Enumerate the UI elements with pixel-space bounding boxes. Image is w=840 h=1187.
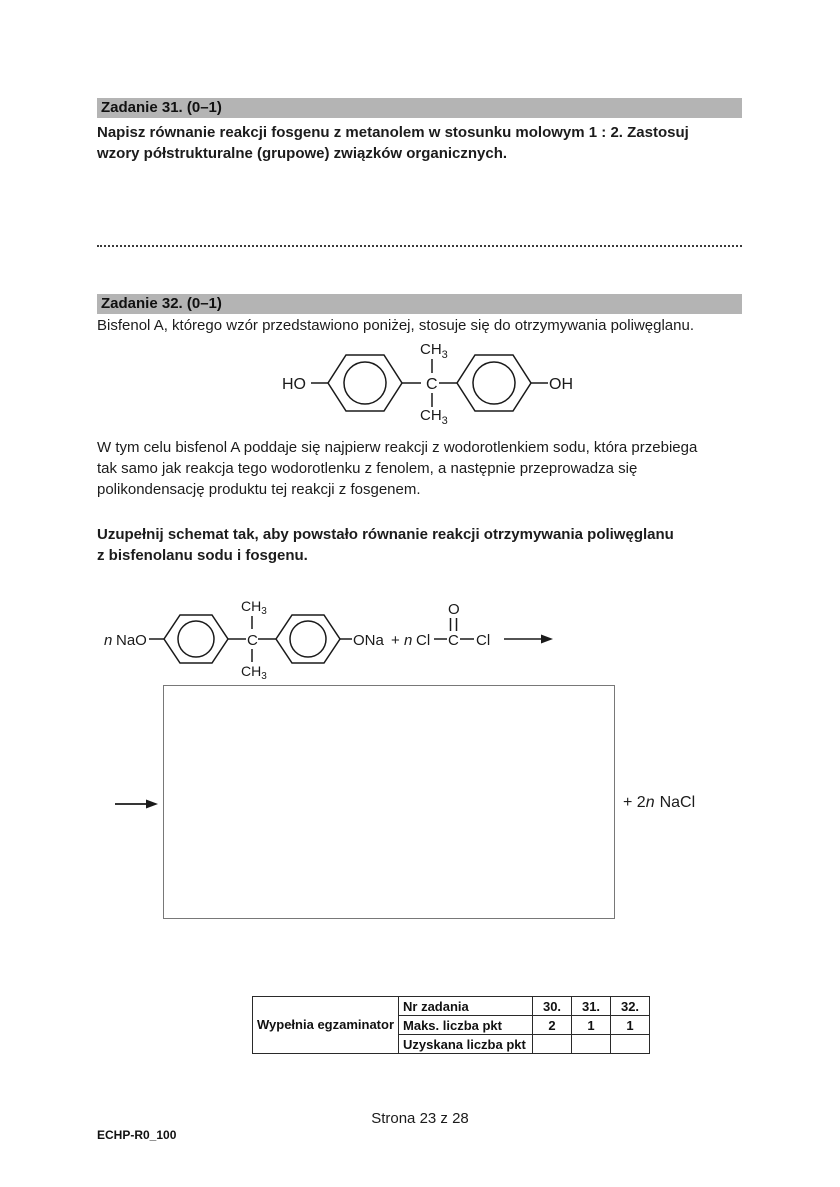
nacl-prefix: + 2 [623,794,646,811]
answer-dotted-line[interactable] [97,235,742,247]
coefficient-n-right: n [404,632,413,649]
task32-instruction-line2: z bisfenolanu sodu i fosgenu. [97,547,308,564]
examiner-table-left-header: Wypełnia egzaminator [253,997,399,1054]
row-label-maks-pkt: Maks. liczba pkt [399,1016,533,1035]
methyl-bottom-label: $CH_3$ [241,663,267,682]
arrow-into-box-icon [114,797,158,811]
row-label-uzyskana-pkt: Uzyskana liczba pkt [399,1035,533,1054]
task31-header-bar [97,98,742,118]
phosgene-oxygen-label: O [448,601,460,618]
task31-header-label: Zadanie 31. (0–1) [101,99,222,116]
reaction-scheme [100,596,560,684]
task32-header-bar [97,294,742,314]
phosgene-carbon-label: C [448,632,459,649]
nacl-formula: NaCl [659,794,696,811]
nacl-product-label [623,794,695,812]
benzene-ring-left [328,355,402,411]
task31-text [97,122,745,164]
methyl-bottom-label: $CH_3$ [420,407,448,426]
task32-body-line3: polikondensację produktu tej reakcji z fosgenem. [97,481,421,498]
bisphenol-a-structure [280,340,576,426]
task32-instruction [97,524,745,566]
task32-body-line2: tak samo jak reakcja tego wodorotlenku z fenolem, a następnie przeprowadza się [97,460,638,477]
task32-instruction-line1: Uzupełnij schemat tak, aby powstało równanie reakcji otrzymywania poliwęglanu [97,526,674,543]
earned-points-cell[interactable] [611,1035,650,1054]
task32-body [97,437,745,500]
sodium-oxide-right-label: ONa [353,632,384,649]
row-label-nr-zadania: Nr zadania [399,997,533,1016]
hydroxyl-right-label: OH [549,376,573,393]
task31-text-line2: wzory półstrukturalne (grupowe) związków organicznych. [97,145,508,162]
task32-header-label: Zadanie 32. (0–1) [101,295,222,312]
max-points-cell: 2 [533,1016,572,1035]
form-code: ECHP-R0_100 [97,1128,177,1142]
coefficient-n-left: n [104,632,113,649]
nacl-coefficient-n: n [645,794,655,811]
earned-points-cell[interactable] [572,1035,611,1054]
hydroxyl-left-label: HO [282,376,306,393]
earned-points-cell[interactable] [533,1035,572,1054]
chlorine-left-label: Cl [416,632,431,649]
chlorine-right-label: Cl [476,632,491,649]
central-carbon-label: C [426,376,438,393]
benzene-ring-right [457,355,531,411]
task-number-cell: 30. [533,997,572,1016]
benzene-ring-left [164,615,228,663]
task31-text-line1: Napisz równanie reakcji fosgenu z metanolem w stosunku molowym 1 : 2. Zastosuj [97,124,689,141]
double-bond [451,618,457,631]
examiner-table [252,996,650,1054]
answer-box[interactable] [163,685,615,919]
central-carbon-label: C [247,632,258,649]
task-number-cell: 32. [611,997,650,1016]
max-points-cell: 1 [572,1016,611,1035]
methyl-top-label: $CH_3$ [420,341,448,361]
page-number: Strona 23 z 28 [371,1110,469,1127]
benzene-ring-right [276,615,340,663]
methyl-top-label: $CH_3$ [241,598,267,617]
task32-intro: Bisfenol A, którego wzór przedstawiono poniżej, stosuje się do otrzymywania poliwęglanu. [97,317,694,334]
max-points-cell: 1 [611,1016,650,1035]
sodium-oxide-left-label: NaO [116,632,147,649]
reaction-arrow-icon [504,635,553,644]
plus-sign: + [391,632,400,649]
task-number-cell: 31. [572,997,611,1016]
table-row [253,997,650,1016]
task32-body-line1: W tym celu bisfenol A poddaje się najpierw reakcji z wodorotlenkiem sodu, która przebiega [97,439,698,456]
